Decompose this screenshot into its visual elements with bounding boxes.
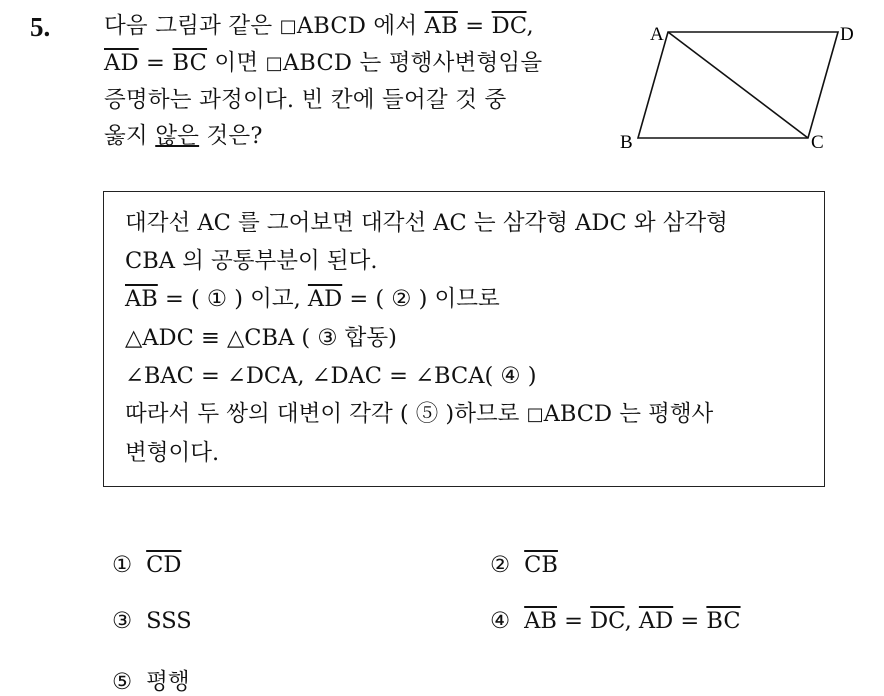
proof-line-6: [125, 395, 824, 434]
proof-line-1: 대각선 AC 를 그어보면 대각선 AC 는 삼각형 ADC 와 삼각형: [125, 210, 728, 236]
proof-box: [103, 191, 825, 487]
choice-text: $\overline{CB}$: [524, 552, 558, 578]
proof-line-4: △ADC ≡ △CBA ( ③ 합동): [125, 324, 397, 351]
segment-ab: $\overline{AB}$: [424, 13, 458, 39]
segment-ab: $\overline{AB}$: [524, 608, 557, 634]
proof-line-2: CBA 의 공통부분이 된다.: [125, 248, 378, 275]
choice-2[interactable]: [490, 552, 558, 578]
proof-line-7: 변형이다.: [125, 440, 220, 467]
choice-mark: ②: [490, 552, 511, 578]
vertex-label-a: A: [650, 24, 664, 45]
choice-1[interactable]: [112, 552, 181, 578]
comma: ,: [624, 608, 639, 634]
equals-sign: =: [457, 13, 492, 39]
segment-ad: $\overline{AD}$: [638, 608, 674, 634]
choice-mark: ④: [490, 608, 511, 634]
diagonal-ac: [668, 32, 808, 138]
segment-ab: $\overline{AB}$: [125, 286, 158, 313]
segment-dc: $\overline{DC}$: [590, 608, 625, 634]
stem-line-4: [104, 118, 604, 154]
vertex-label-c: C: [811, 132, 824, 153]
vertex-label-d: D: [840, 24, 854, 45]
stem-text: 옳지: [104, 123, 156, 149]
choice-text: $\overline{CD}$: [146, 552, 182, 578]
choice-mark: ①: [112, 552, 133, 578]
vertex-label-b: B: [620, 132, 633, 153]
equals-sign: =: [556, 608, 591, 634]
choice-3[interactable]: [112, 608, 192, 634]
stem-text: ABCD 에서: [296, 13, 425, 39]
proof-line-5: ∠BAC = ∠DCA, ∠DAC = ∠BCA( ④ ): [125, 362, 537, 389]
stem-text: 것은?: [199, 123, 263, 149]
equals-sign: =: [673, 608, 707, 634]
segment-ad: $\overline{AD}$: [307, 286, 343, 313]
choice-5[interactable]: [112, 664, 190, 696]
stem-line-3: 증명하는 과정이다. 빈 칸에 들어갈 것 중: [104, 87, 507, 113]
choice-mark: ⑤: [112, 669, 133, 695]
proof-text: 따라서 두 쌍의 대변이 각각 ( ⑤ )하므로: [125, 401, 527, 428]
choice-mark: ③: [112, 608, 133, 634]
question-stem: [104, 8, 604, 154]
parallelogram-figure: [612, 12, 874, 162]
choice-text: 평행: [146, 669, 190, 695]
stem-line-1: [104, 8, 604, 45]
segment-bc: $\overline{BC}$: [706, 608, 741, 634]
choice-4[interactable]: [490, 608, 741, 634]
square-symbol: □: [279, 16, 297, 37]
stem-line-2: [104, 45, 604, 82]
stem-text: ,: [526, 13, 534, 39]
proof-text: ABCD 는 평행사: [543, 401, 714, 428]
square-symbol: □: [265, 53, 283, 74]
choice-text: SSS: [146, 608, 192, 634]
proof-text: = ( ② ) 이므로: [342, 286, 500, 313]
stem-text: 이면: [207, 50, 266, 76]
square-symbol: □: [526, 404, 544, 426]
proof-text: = ( ① ) 이고,: [157, 286, 308, 313]
underlined-word: 않은: [155, 123, 200, 149]
segment-bc: $\overline{BC}$: [172, 50, 208, 76]
segment-dc: $\overline{DC}$: [491, 13, 527, 39]
stem-text: 다음 그림과 같은: [104, 13, 280, 39]
equals-sign: =: [138, 50, 173, 76]
proof-line-3: [125, 280, 824, 318]
segment-ad: $\overline{AD}$: [104, 50, 139, 76]
stem-text: ABCD 는 평행사변형임을: [282, 50, 543, 76]
question-number: 5.: [30, 12, 51, 42]
